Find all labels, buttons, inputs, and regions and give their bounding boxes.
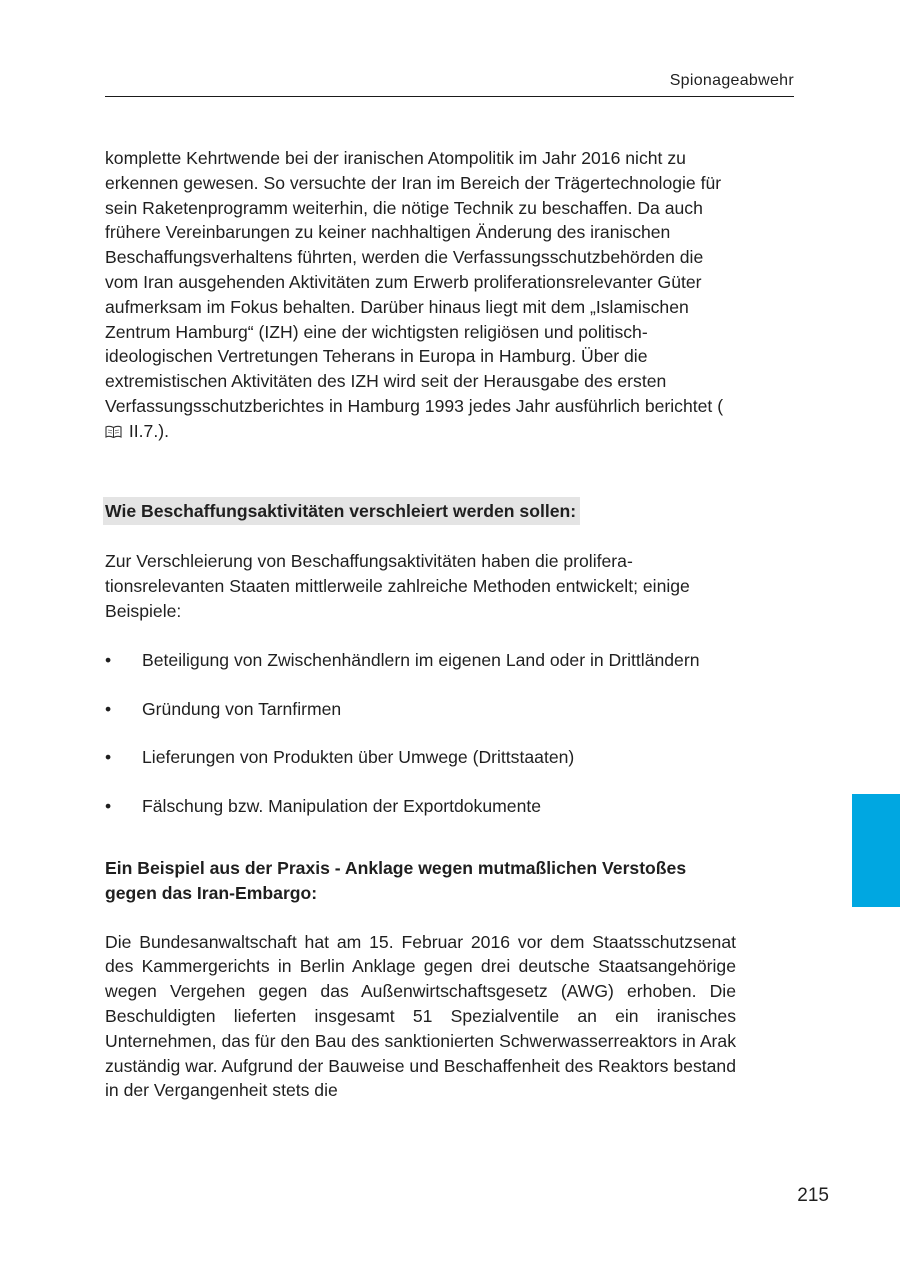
bullet-marker: • [105, 796, 112, 817]
paragraph-intro-text: komplette Kehrtwende bei der iranischen Atompolitik im Jahr 2016 nicht zu erkennen gewesen. So versuchte der Iran im Bereich der Trägertechnologie für sein Raketenprogramm weiterhin, die nötige Technik zu beschaffen. Da auch frühere Vereinbarungen zu keiner nachhaltigen Änderung des iranischen Beschaffungsverhaltens führten, werden die Verfassungsschutzbehörden die vom Iran ausgehenden Aktivitäten zum Erwerb proliferationsrelevanter Güter aufmerksam im Fokus behalten. Darüber hinaus liegt mit dem „Islamischen Zentrum Hamburg“ (IZH) eine der wichtigsten religiösen und politisch-ideologischen Vertretungen Teherans in Europa in Hamburg. Über die extremistischen Aktivitäten des IZH wird seit der Herausgabe des ersten Verfassungsschutzberichtes in Hamburg 1993 jedes Jahr ausführlich berichtet ( [105, 148, 724, 416]
section-heading-concealment [105, 497, 736, 526]
list-item [105, 794, 736, 819]
chapter-tab-marker [852, 794, 900, 907]
bullet-marker: • [105, 698, 112, 719]
list-item-text: Beteiligung von Zwischenhändlern im eigenen Land oder in Drittländern [142, 649, 700, 670]
running-header-title: Spionageabwehr [669, 72, 794, 89]
list-item-text: Lieferungen von Produkten über Umwege (Drittstaaten) [142, 747, 575, 768]
page-number: 215 [797, 1185, 829, 1206]
running-header [105, 72, 794, 97]
list-item [105, 697, 736, 722]
list-item [105, 745, 736, 770]
paragraph-methods: Zur Verschleierung von Beschaffungsaktivitäten haben die proliferationsrelevanten Staaten mittlerweile zahlreiche Methoden entwickelt; einige Beispiele: [105, 551, 690, 621]
page-body [105, 146, 736, 1103]
paragraph-intro [105, 146, 736, 444]
bullet-marker: • [105, 747, 112, 768]
paragraph-example: Die Bundesanwaltschaft hat am 15. Februar 2016 vor dem Staatsschutzsenat des Kammergerichts in Berlin Anklage gegen drei deutsche Staatsangehörige wegen Vergehen gegen das Außenwirtschaftsgesetz (AWG) erhoben. Die Beschuldigten lieferten insgesamt 51 Spezialventile an ein iranisches Unternehmen, das für den Bau des sanktionierten Schwerwasserreaktors in Arak zuständig war. Aufgrund der Bauweise und Beschaffenheit des Reaktors bestand in der Vergangenheit stets die [105, 931, 736, 1101]
list-item [105, 648, 736, 673]
section-heading-example: Ein Beispiel aus der Praxis - Anklage wegen mutmaßlichen Verstoßes gegen das Iran-Embargo: [105, 857, 687, 903]
bullet-marker: • [105, 649, 112, 670]
list-item-text: Gründung von Tarnfirmen [142, 698, 342, 719]
paragraph-intro-reference: II.7.). [124, 420, 169, 441]
book-icon [105, 425, 122, 438]
methods-list [105, 648, 736, 819]
highlighted-heading: Wie Beschaffungsaktivitäten verschleiert werden sollen: [103, 497, 580, 526]
list-item-text: Fälschung bzw. Manipulation der Exportdokumente [142, 796, 542, 817]
